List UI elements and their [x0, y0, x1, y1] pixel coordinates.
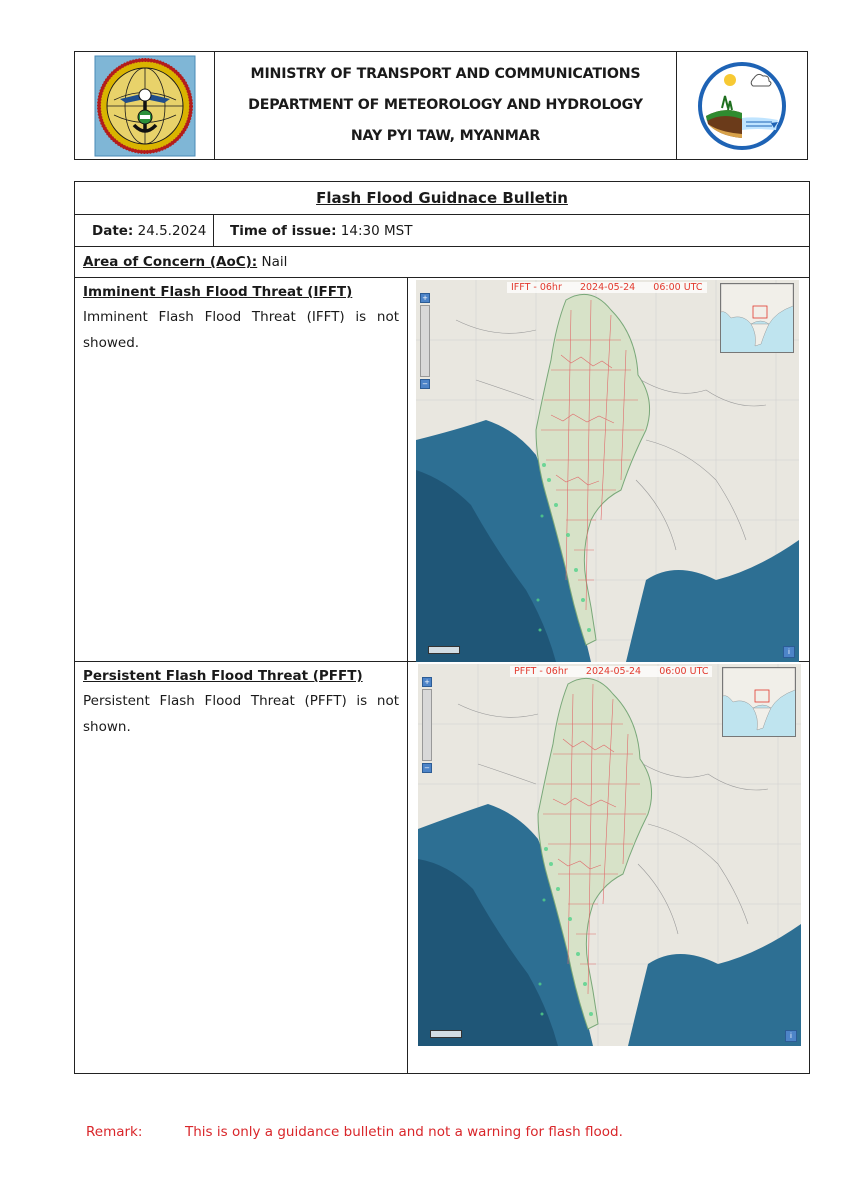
- ifft-description: Imminent Flash Flood Threat (IFFT) is not showed.: [83, 309, 399, 351]
- ifft-map: [416, 280, 799, 662]
- pfft-zoom-control[interactable]: [422, 677, 432, 775]
- time-cell: [214, 215, 809, 246]
- pfft-inset-map: [722, 667, 796, 737]
- pfft-heading: Persistent Flash Flood Threat (PFFT): [83, 668, 363, 684]
- remark-label: Remark:: [86, 1124, 143, 1140]
- date-time-row: [75, 215, 809, 247]
- map-info-icon[interactable]: i: [783, 646, 795, 658]
- department-name: DEPARTMENT OF METEOROLOGY AND HYDROLOGY: [248, 97, 643, 113]
- inset-map-graphic: [721, 284, 793, 352]
- date-value: 24.5.2024: [137, 222, 207, 239]
- zoom-out-icon[interactable]: −: [422, 763, 432, 773]
- bulletin-title: Flash Flood Guidnace Bulletin: [316, 189, 568, 207]
- time-value: 14:30 MST: [340, 222, 413, 239]
- map-scale-bar: [428, 646, 460, 654]
- bulletin-title-row: [75, 182, 809, 215]
- map-info-icon[interactable]: i: [785, 1030, 797, 1042]
- right-logo-cell: [676, 52, 807, 159]
- date-label: Date:: [92, 222, 134, 239]
- zoom-slider[interactable]: [422, 689, 432, 761]
- aoc-label: Area of Concern (AoC):: [83, 254, 258, 270]
- pfft-text-cell: [75, 662, 408, 1074]
- ifft-zoom-control[interactable]: [420, 293, 430, 391]
- date-cell: [75, 215, 214, 246]
- inset-map-graphic: [723, 668, 795, 736]
- zoom-slider[interactable]: [420, 305, 430, 377]
- left-logo-cell: [75, 52, 215, 159]
- ifft-text-cell: [75, 278, 408, 661]
- area-of-concern-row: [75, 247, 809, 278]
- ifft-row: [75, 278, 809, 662]
- letterhead: [74, 51, 808, 160]
- ifft-inset-map: [720, 283, 794, 353]
- pfft-description: Persistent Flash Flood Threat (PFFT) is not shown.: [83, 693, 399, 735]
- ifft-map-label: IFFT - 06hr 2024-05-24 06:00 UTC: [507, 282, 707, 293]
- ministry-emblem-icon: [94, 55, 196, 157]
- bulletin-table: [74, 181, 810, 1074]
- ministry-name: MINISTRY OF TRANSPORT AND COMMUNICATIONS: [250, 66, 641, 82]
- letterhead-title: [215, 52, 676, 159]
- pfft-row: [75, 662, 809, 1074]
- location-name: NAY PYI TAW, MYANMAR: [350, 128, 541, 144]
- zoom-out-icon[interactable]: −: [420, 379, 430, 389]
- map-scale-bar: [430, 1030, 462, 1038]
- pfft-map-cell: [408, 662, 809, 1074]
- remark-line: [86, 1124, 623, 1140]
- zoom-in-icon[interactable]: +: [422, 677, 432, 687]
- remark-text: This is only a guidance bulletin and not a warning for flash flood.: [185, 1124, 623, 1140]
- aoc-value: Nail: [261, 254, 288, 270]
- hydrological-cycle-icon: [694, 58, 790, 154]
- zoom-in-icon[interactable]: +: [420, 293, 430, 303]
- time-label: Time of issue:: [230, 222, 337, 239]
- ifft-heading: Imminent Flash Flood Threat (IFFT): [83, 284, 353, 300]
- pfft-map: [418, 664, 801, 1046]
- ifft-map-cell: [408, 278, 809, 661]
- pfft-map-label: PFFT - 06hr 2024-05-24 06:00 UTC: [510, 666, 712, 677]
